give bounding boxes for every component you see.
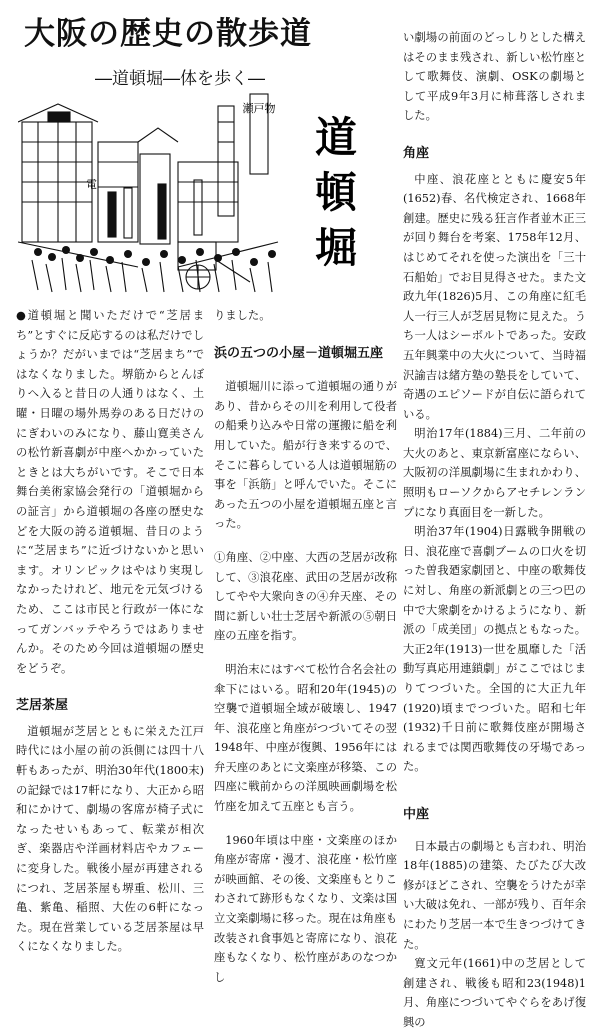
lantern-text: 電 — [86, 178, 97, 191]
section-heading-goza: 浜の五つの小屋－道頓堀五座 — [214, 345, 384, 361]
section-heading-nakaza: 中座 — [403, 806, 430, 822]
street-illustration — [18, 92, 393, 302]
page-subtitle: ―道頓堀―体を歩く― — [95, 69, 265, 89]
goza-paragraph-2: ①角座、②中座、大西の芝居が改称して、③浪花座、武田の芝居が改称してやや大衆向きの④弁天座、その間に新しい壮士芝居や新派の⑤朝日座の五座を指す。 — [214, 550, 397, 643]
calligraphy-char-3: 堀 — [315, 223, 358, 272]
column-3 — [403, 28, 586, 1033]
nakaza-paragraph-2: 寛文元年(1661)中の芝居として創建され、戦後も昭和23(1948)1月、角座につづいてやぐらをあげ復興の — [403, 957, 586, 1029]
intro-paragraph: ●道頓堀と聞いただけで“芝居まち”とすぐに反応するのは私だけでしょうか？だがいまでは“芝居まち”ではなくなりました。堺筋からとんぼりへ入ると昔日の人通りはなく、土曜・日曜の場外馬券のある日だけのにぎわいのみになり、藤山寛美さんの松竹新喜劇が中座へかかっていたときとは大ちがいです。そこで日本舞台美術家協会発行の「道頓堀からの証言」から道頓堀の各座の歴史などを大阪の誇る道頓堀、昔日のように“芝居まち”に近づけないかと思います。オリンピックはやはり実現しなかったけれど、地元を元気づけるため、ここは市民と行政が一体になってガンバッテやろうではありませんか。そのため今回は道頓堀の歴史をどうぞ。 — [16, 309, 204, 675]
kadoza-paragraph-2: 明治17年(1884)三月、二年前の大火のあと、東京新富座にならい、大阪初の洋風劇場に生まれかわり、照明もローソクからアセチレンランプになり真面目を一新した。 — [403, 427, 586, 519]
shibai-chaya-paragraph: 道頓堀が芝居とともに栄えた江戸時代には小屋の前の浜側には四十八軒もあったが、明治30年代(1800末)の記録では17軒になり、大正から昭和にかけて、劇場の客席が椅子式になったせいもあって、転業が相次ぎ、楽器店や洋画材料店やカフェーに変身した。戦後小屋が再建されるにつれ、芝居茶屋も堺重、松川、三亀、紫亀、稲照、大佐の6軒になった。現在営業している芝居茶屋は早くになくなりました。 — [16, 724, 204, 954]
column-2 — [214, 306, 397, 987]
kadoza-paragraph-3: 明治37年(1904)日露戦争開戦の日、浪花座で喜劇ブームの口火を切った曽我廼家劇団と、中座の歌舞伎に対し、角座の新派劇との三つ巴の中で大衆劇をかけるようになり、新派の「成美団」の拠点ともなった。大正2年(1913)一世を風靡した「活動写真応用連鎖劇」がここではじまりてつづいた。全国的に大正九年(1920)頃までつづいた。昭和七年(1932)千日前に歌舞伎座が開場されるまでは関西歌舞伎の牙場であった。 — [403, 525, 586, 774]
calligraphy-char-1: 道 — [315, 113, 358, 162]
page-title: 大阪の歴史の散歩道 — [24, 16, 312, 52]
goza-paragraph-3: 明治末にはすべて松竹合名会社の傘下にはいる。昭和20年(1945)の空襲で道頓堀全域が破壊し、1947年、浪花座と角座がつづいてその翌1948年、中座が復興、1956年には弁天座のあとに文楽座が移築、この四座に戦前からの洋風映画劇場を松竹座を加えて五座とも言う。 — [214, 662, 397, 814]
continuation-text: りました。 — [214, 309, 271, 322]
goza-paragraph-4: 1960年頃は中座・文楽座のほか角座が寄席・漫才、浪花座・松竹座が映画館、その後、文楽座もとりこわされて跡形もなくなり、文楽は国立文楽劇場に移った。現在は角座も改装され食事処と寄席になり、浪花座もなくなり、松竹座があのなつかし — [214, 833, 397, 984]
calligraphy-char-2: 頓 — [315, 168, 358, 217]
calligraphy-title — [315, 113, 372, 272]
section-heading-kadoza: 角座 — [403, 145, 430, 161]
section-heading-shibai-chaya: 芝居茶屋 — [16, 698, 69, 714]
nakaza-paragraph-1: 日本最古の劇場とも言われ、明治18年(1885)の建築、たびたび大改修がほどこされ、空襲をうけたが幸い大破は免れ、一部が残り、百年余にわたり芝居一本で生きつづけてきた。 — [403, 839, 586, 951]
kadoza-paragraph-1: 中座、浪花座とともに慶安5年(1652)春、名代検定され、1668年創建。歴史に残る狂言作者並木正三が回り舞台を考案、1758年12月、はじめてそれを使った演出を「三十石船始」でお目見得させた。また文政九年(1826)5月、この角座に紅毛人一行三人が芝居見物に見えた。うち一人はシーボルトであった。安政五年興業中の大火について、当時福沢諭吉は緒方塾の塾長をしていて、奇遇のエピソードが自伝に語られている。 — [403, 172, 586, 421]
goza-paragraph-1: 道頓堀川に添って道頓堀の通りがあり、昔からその川を利用して役者の船乗り込みや日常の運搬に船を利用していた。船が行き来するので、そこに暮らしている人は道頓堀筋の事を「浜筋」と呼んでいた。そこにあった五つの小屋を道頓堀五座と言った。 — [214, 380, 397, 531]
column-1 — [16, 306, 204, 957]
shochikuza-continuation: い劇場の前面のどっしりとした構えはそのまま残され、新しい松竹座として歌舞伎、演劇、OSKの劇場として平成9年3月に柿葺落しされました。 — [403, 31, 586, 123]
shop-sign-text: 瀬戸物 — [242, 102, 276, 115]
